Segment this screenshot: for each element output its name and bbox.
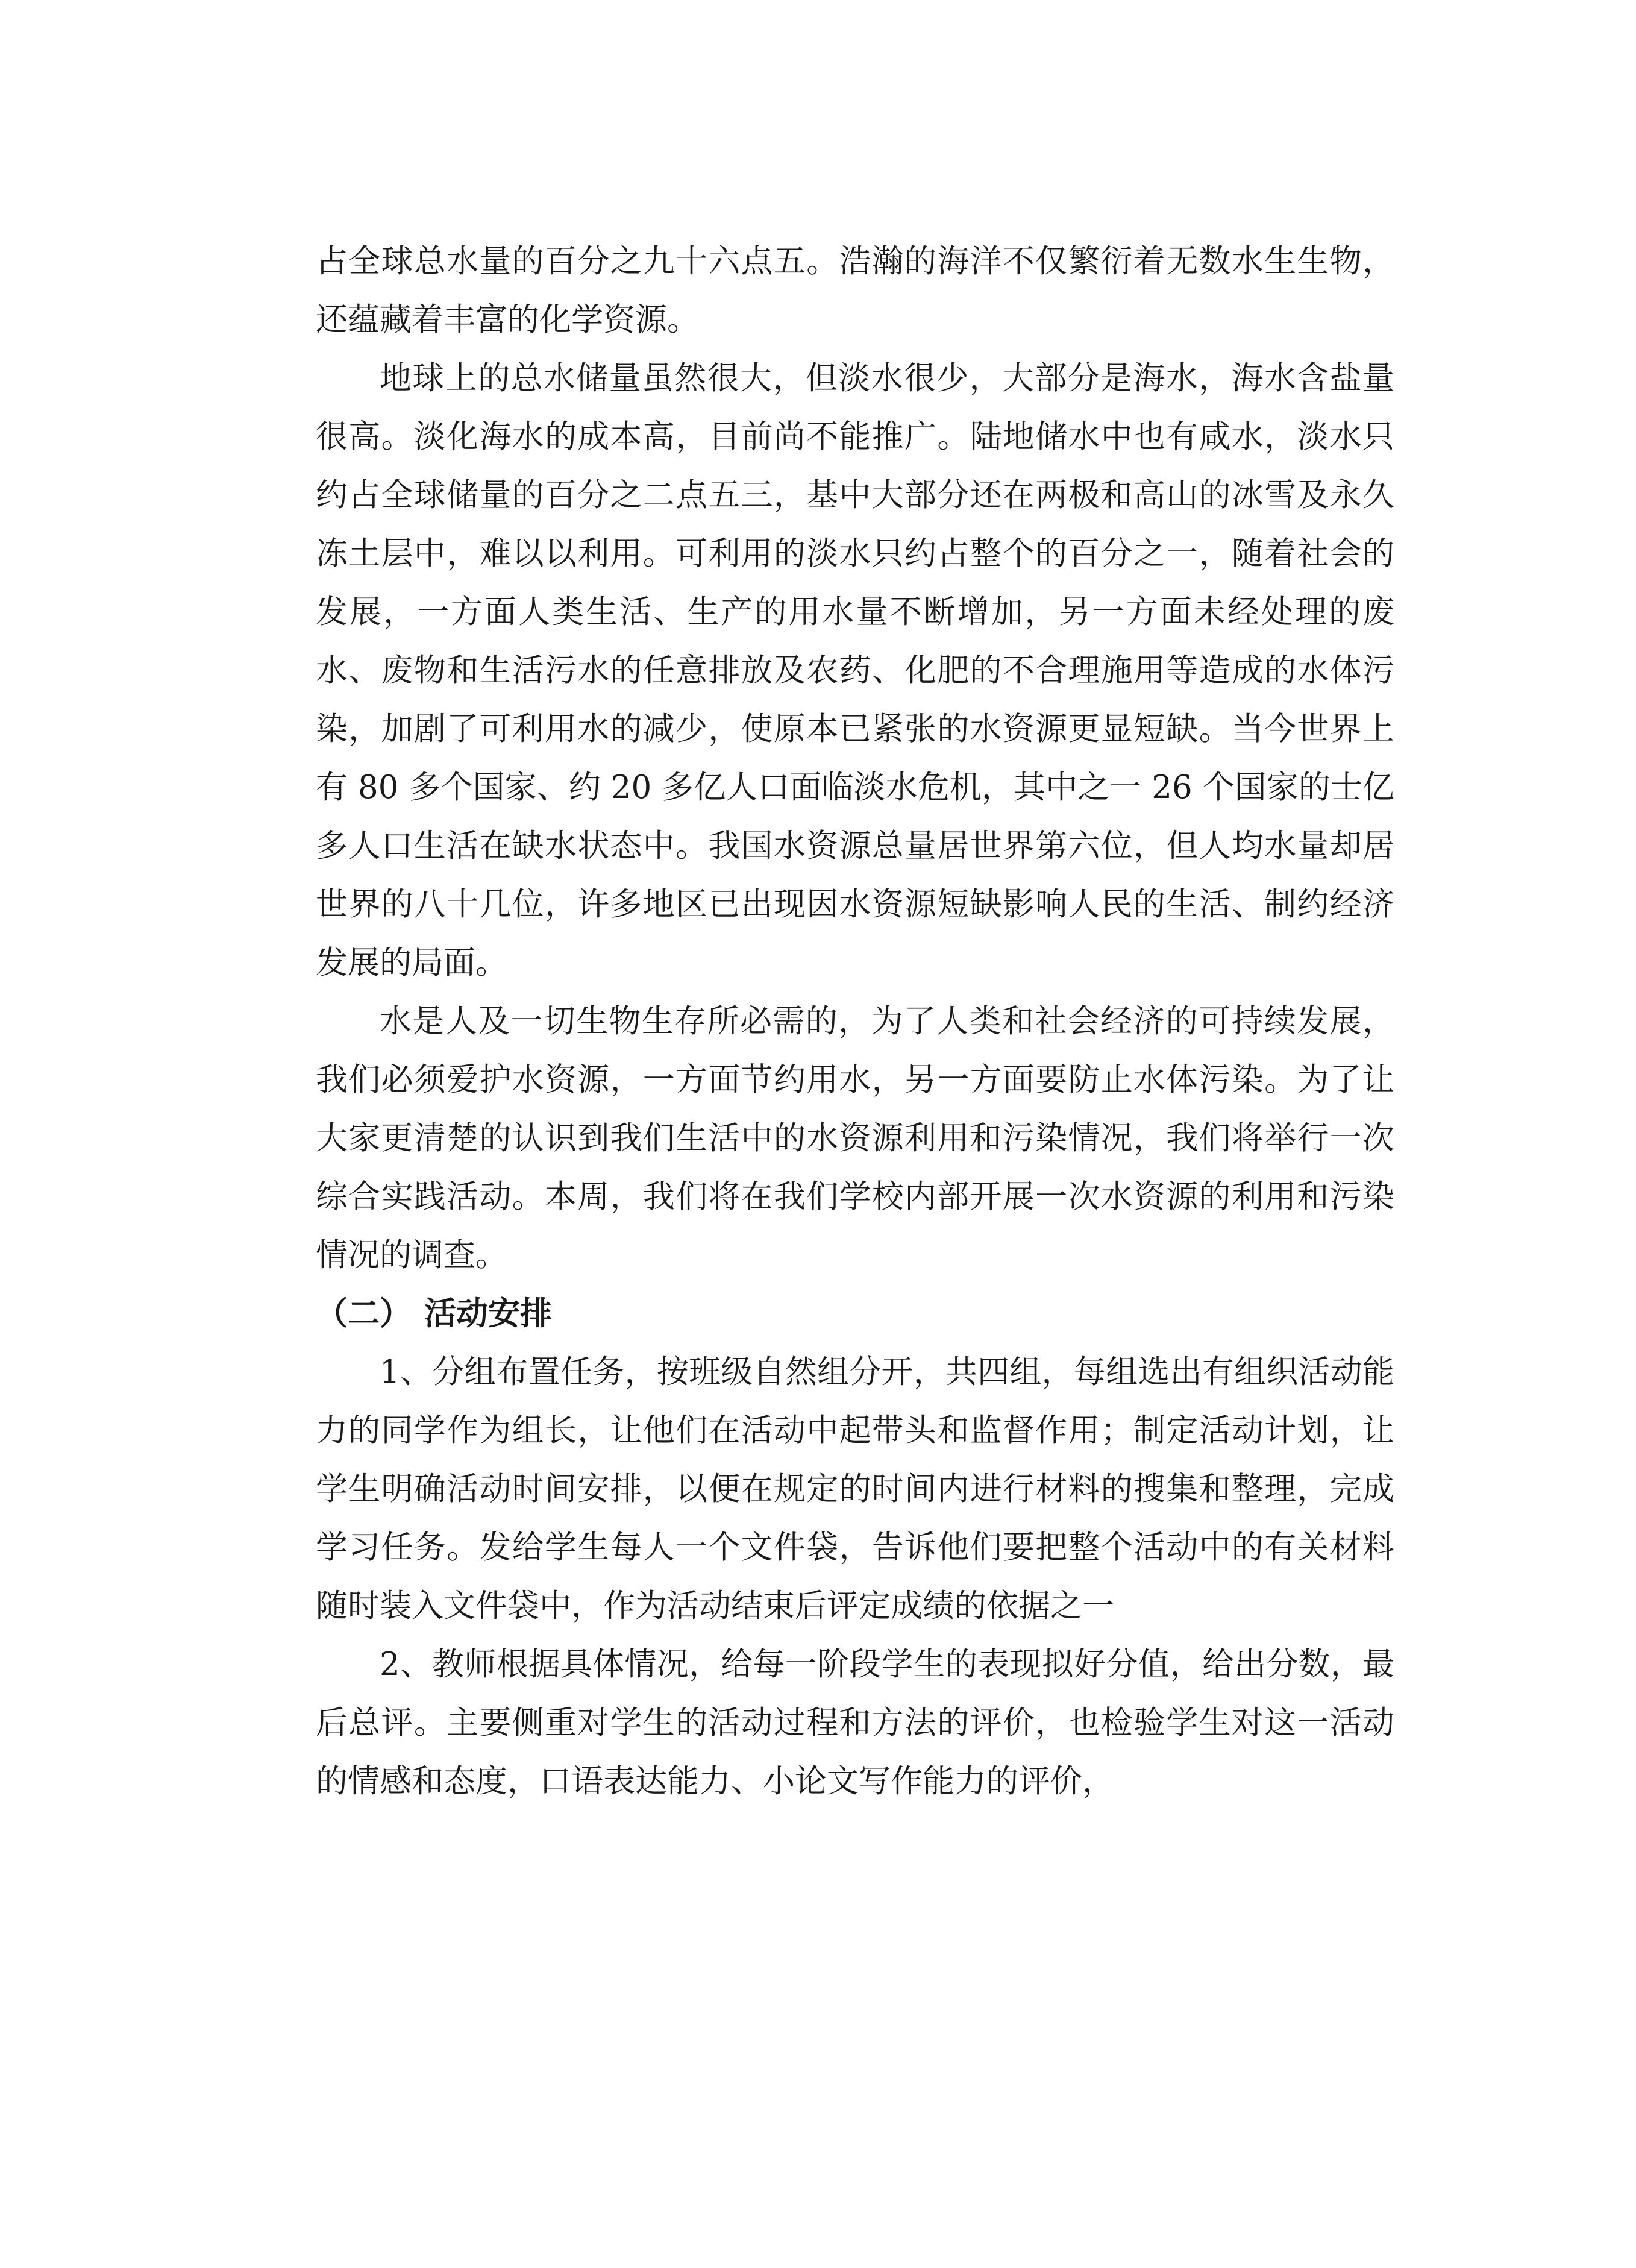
- section-heading-number: （二）: [316, 1295, 412, 1332]
- paragraph-task-assignment: 1、分组布置任务，按班级自然组分开，共四组，每组选出有组织活动能力的同学作为组长，让他们在活动中起带头和监督作用；制定活动计划，让学生明确活动时间安排，以便在规定的时间内进行材料的搜集和整理，完成学习任务。发给学生每人一个文件袋，告诉他们要把整个活动中的有关材料随时装入文件袋中，作为活动结束后评定成绩的依据之一: [316, 1354, 1394, 1624]
- document-body: [316, 232, 1394, 1811]
- paragraph-freshwater-scarcity: 地球上的总水储量虽然很大，但淡水很少，大部分是海水，海水含盐量很高。淡化海水的成本高，目前尚不能推广。陆地储水中也有咸水，淡水只约占全球储量的百分之二点五三，基中大部分还在两极和高山的冰雪及永久冻土层中，难以以利用。可利用的淡水只约占整个的百分之一，随着社会的发展，一方面人类生活、生产的用水量不断增加，另一方面未经处理的废水、废物和生活污水的任意排放及农药、化肥的不合理施用等造成的水体污染，加剧了可利用水的减少，使原本已紧张的水资源更显短缺。当今世界上有 80 多个国家、约 20 多亿人口面临淡水危机，其中之一 26 个国家的士亿多人口生活在缺水状态中。我国水资源总量居世界第六位，但人均水量却居世界的八十几位，许多地区已出现因水资源短缺影响人民的生活、制约经济发展的局面。: [316, 360, 1394, 981]
- paragraph-ocean-resources: 占全球总水量的百分之九十六点五。浩瀚的海洋不仅繁衍着无数水生生物，还蕴藏着丰富的化学资源。: [316, 243, 1394, 338]
- section-heading-title: 活动安排: [424, 1295, 552, 1332]
- paragraph-evaluation: 2、教师根据具体情况，给每一阶段学生的表现拟好分值，给出分数，最后总评。主要侧重对学生的活动过程和方法的评价，也检验学生对这一活动的情感和态度，口语表达能力、小论文写作能力的评价，: [316, 1646, 1394, 1800]
- paragraph-activity-purpose: 水是人及一切生物生存所必需的，为了人类和社会经济的可持续发展，我们必须爱护水资源，一方面节约用水，另一方面要防止水体污染。为了让大家更清楚的认识到我们生活中的水资源利用和污染情况，我们将举行一次综合实践活动。本周，我们将在我们学校内部开展一次水资源的利用和污染情况的调查。: [316, 1003, 1394, 1274]
- section-heading: [316, 1284, 1394, 1343]
